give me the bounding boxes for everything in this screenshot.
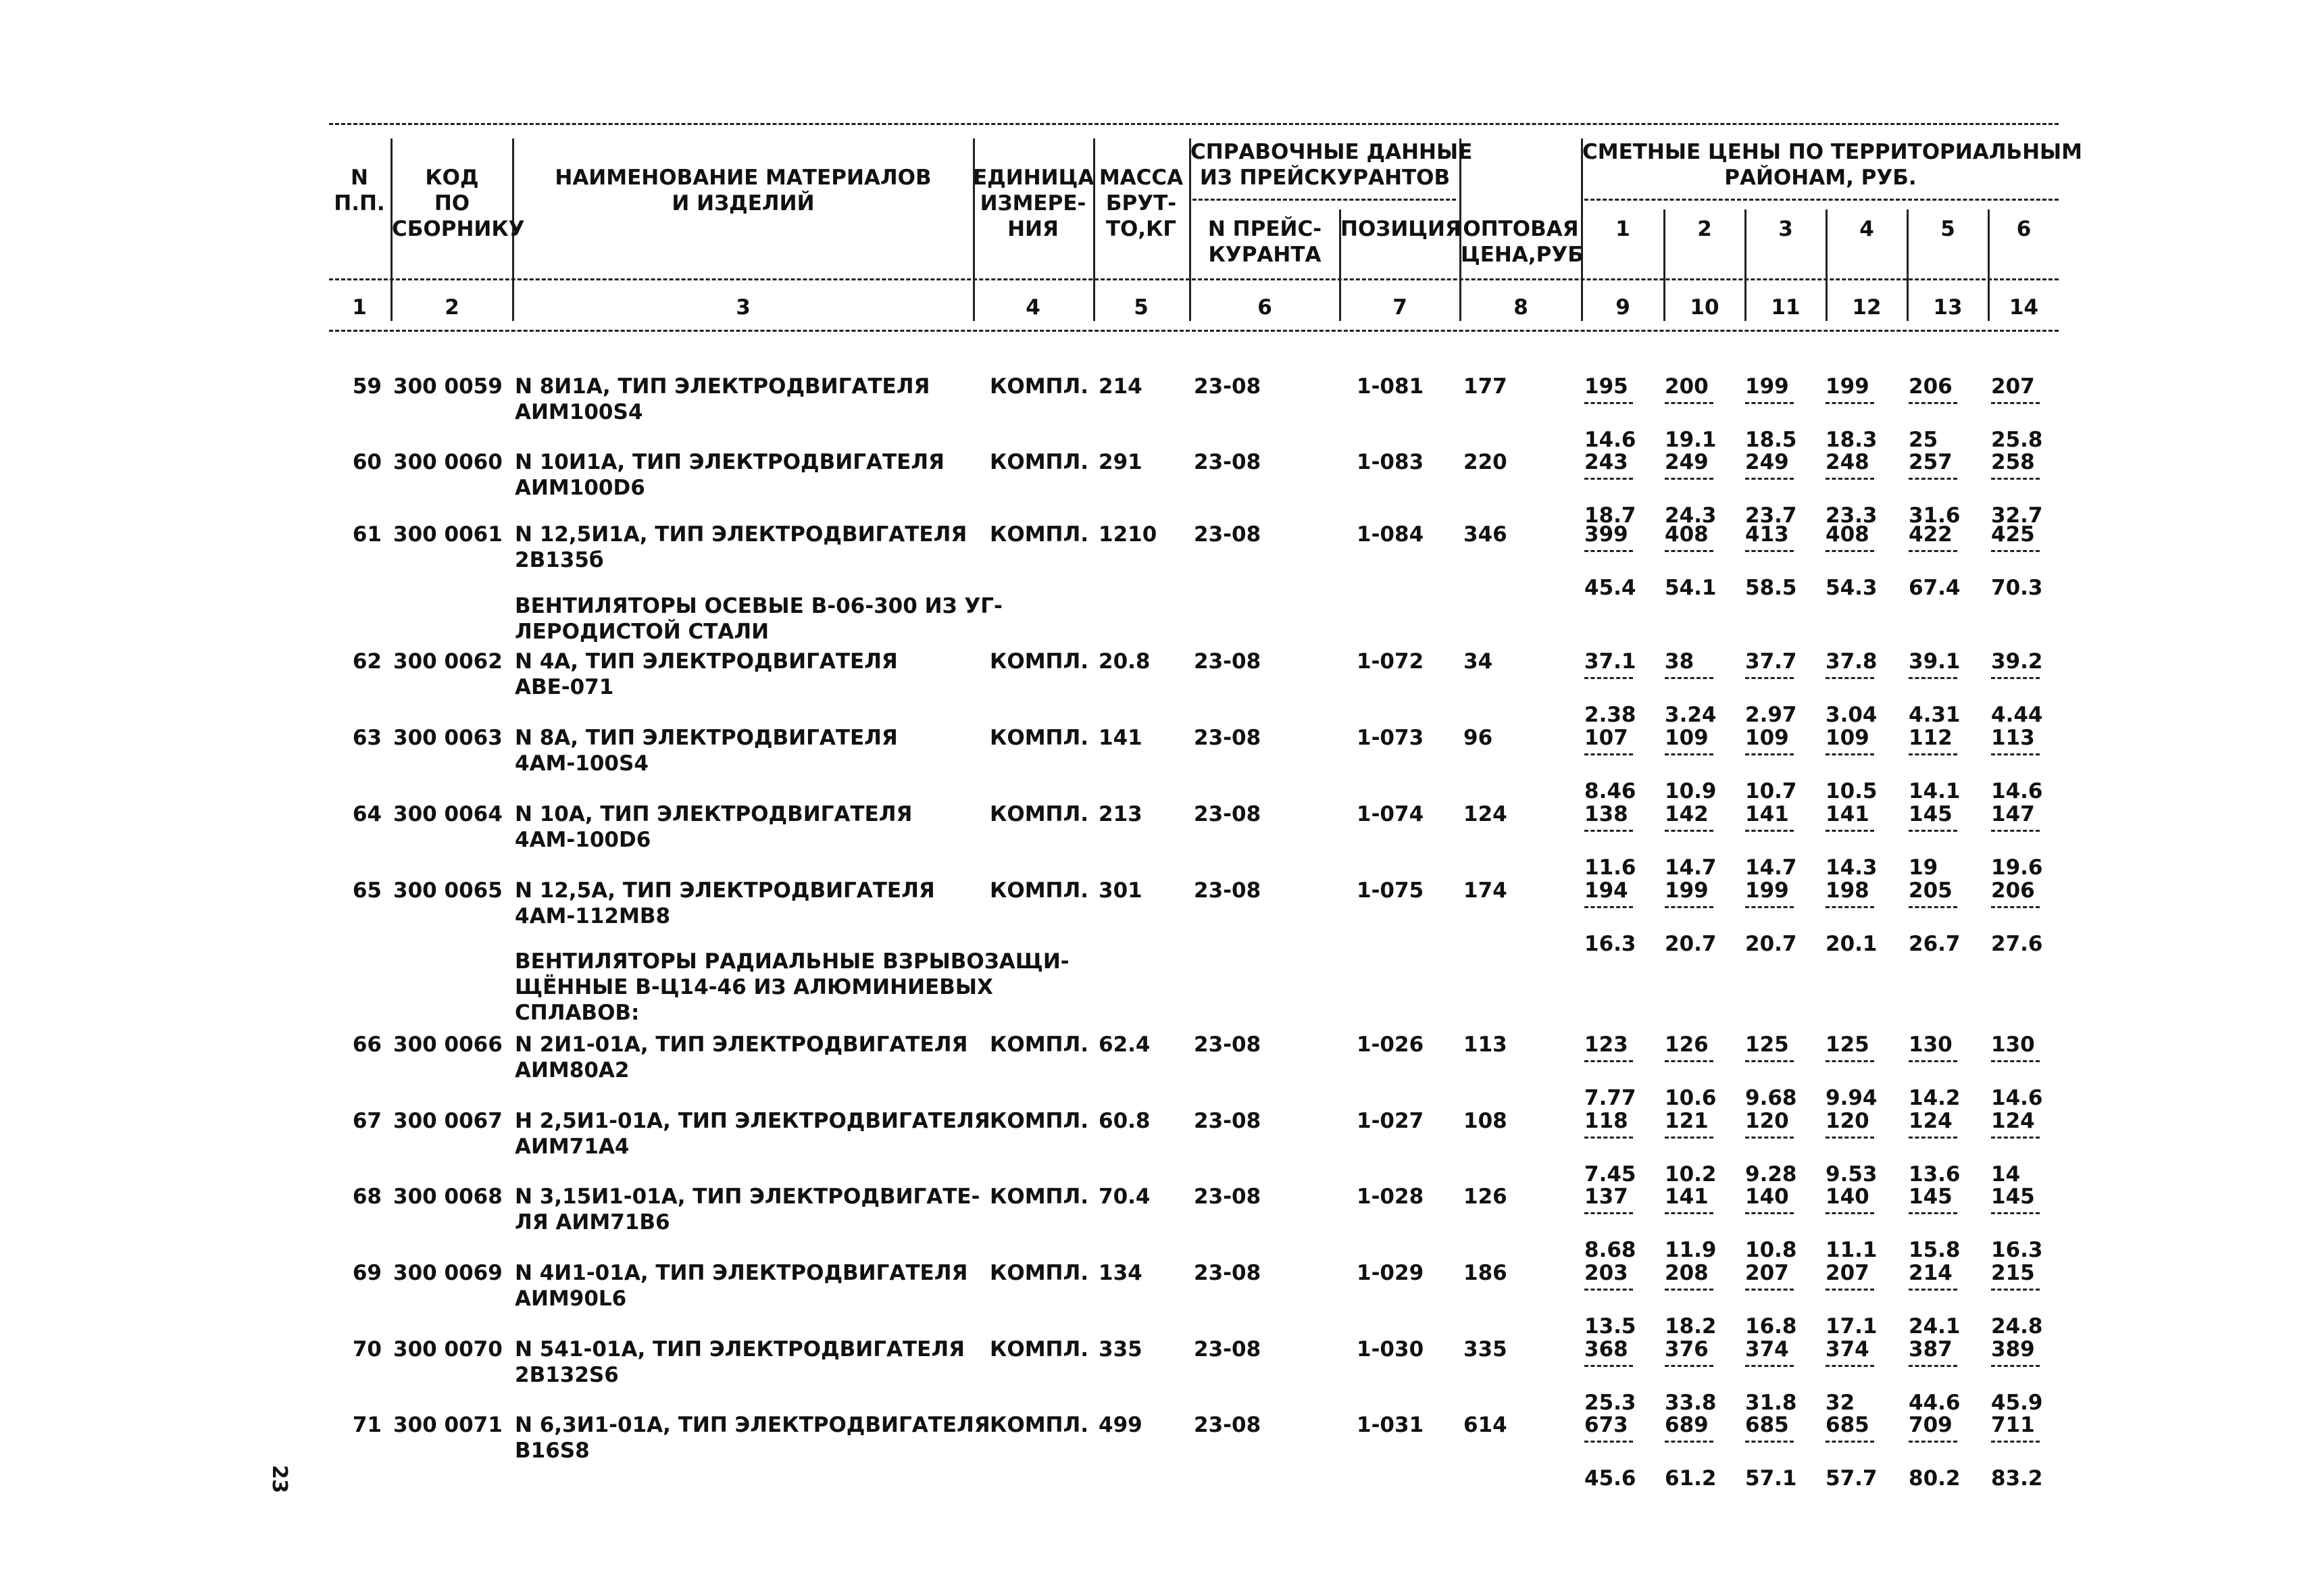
- col-number-6: 6: [1257, 295, 1272, 320]
- region-price-1: 368 25.3: [1584, 1337, 1636, 1415]
- row-code: 300 0061: [393, 522, 503, 547]
- row-unit: КОМПЛ.: [990, 1109, 1089, 1133]
- col-number-9: 9: [1615, 295, 1630, 320]
- row-name: N 8И1А, ТИП ЭЛЕКТРОДВИГАТЕЛЯ АИМ100S4: [515, 374, 930, 424]
- row-name: Н 2,5И1-01А, ТИП ЭЛЕКТРОДВИГАТЕЛЯ АИМ71А4: [515, 1109, 990, 1159]
- row-position: 1-072: [1357, 649, 1424, 674]
- row-number: 65: [352, 878, 382, 903]
- row-wholesale-price: 34: [1463, 649, 1493, 674]
- row-code: 300 0069: [393, 1261, 503, 1285]
- row-name: N 4А, ТИП ЭЛЕКТРОДВИГАТЕЛЯ АВЕ-071: [515, 649, 898, 699]
- region-price-2: 121 10.2: [1665, 1109, 1717, 1187]
- row-unit: КОМПЛ.: [990, 1261, 1089, 1285]
- region-price-2: 376 33.8: [1665, 1337, 1717, 1415]
- region-price-5: 422 67.4: [1909, 522, 1961, 600]
- row-code: 300 0070: [393, 1337, 503, 1362]
- region-price-3: 413 58.5: [1745, 522, 1797, 600]
- row-price-list: 23-08: [1194, 522, 1261, 547]
- region-price-3: 207 16.8: [1745, 1261, 1797, 1339]
- region-price-6: 147 19.6: [1991, 802, 2043, 880]
- row-wholesale-price: 220: [1463, 450, 1507, 474]
- row-unit: КОМПЛ.: [990, 802, 1089, 826]
- header-col5: МАССА БРУТ- ТО,КГ: [1099, 166, 1184, 241]
- region-price-4: 140 11.1: [1826, 1184, 1878, 1262]
- col-number-12: 12: [1852, 295, 1882, 320]
- region-price-4: 248 23.3: [1826, 450, 1878, 528]
- header-col7: ПОЗИЦИЯ: [1340, 217, 1461, 241]
- row-unit: КОМПЛ.: [990, 1337, 1089, 1362]
- row-position: 1-031: [1357, 1413, 1424, 1437]
- region-price-2: 208 18.2: [1665, 1261, 1717, 1339]
- row-number: 68: [352, 1184, 382, 1209]
- row-unit: КОМПЛ.: [990, 374, 1089, 399]
- row-price-list: 23-08: [1194, 878, 1261, 903]
- row-code: 300 0059: [393, 374, 503, 399]
- region-price-5: 130 14.2: [1909, 1032, 1961, 1110]
- region-price-4: 109 10.5: [1826, 726, 1878, 803]
- region-price-5: 112 14.1: [1909, 726, 1961, 803]
- col-number-8: 8: [1513, 295, 1528, 320]
- col-number-5: 5: [1134, 295, 1149, 320]
- row-mass: 291: [1099, 450, 1142, 474]
- col-number-14: 14: [2009, 295, 2039, 320]
- col-number-1: 1: [352, 295, 367, 320]
- region-price-1: 399 45.4: [1584, 522, 1636, 600]
- row-price-list: 23-08: [1194, 374, 1261, 399]
- row-mass: 141: [1099, 726, 1142, 750]
- row-mass: 20.8: [1099, 649, 1151, 674]
- row-price-list: 23-08: [1194, 726, 1261, 750]
- region-price-4: 125 9.94: [1826, 1032, 1878, 1110]
- header-region-5: 5: [1940, 217, 1955, 241]
- header-region-1: 1: [1615, 217, 1630, 241]
- section-heading-axial: ВЕНТИЛЯТОРЫ ОСЕВЫЕ В-06-300 ИЗ УГ- ЛЕРОДИСТОЙ СТАЛИ: [515, 594, 1003, 644]
- header-top-rule: [329, 123, 2059, 125]
- row-wholesale-price: 614: [1463, 1413, 1507, 1437]
- row-number: 61: [352, 522, 382, 547]
- section-heading-radial: ВЕНТИЛЯТОРЫ РАДИАЛЬНЫЕ ВЗРЫВОЗАЩИ- ЩЁННЫЕ В-Ц14-46 ИЗ АЛЮМИНИЕВЫХ СПЛАВОВ:: [515, 949, 1070, 1025]
- region-price-5: 145 15.8: [1909, 1184, 1961, 1262]
- row-number: 64: [352, 802, 382, 826]
- region-price-6: 206 27.6: [1991, 878, 2043, 956]
- row-position: 1-027: [1357, 1109, 1424, 1133]
- region-price-1: 194 16.3: [1584, 878, 1636, 956]
- row-wholesale-price: 346: [1463, 522, 1507, 547]
- row-mass: 213: [1099, 802, 1142, 826]
- col-number-3: 3: [736, 295, 751, 320]
- row-position: 1-029: [1357, 1261, 1424, 1285]
- row-unit: КОМПЛ.: [990, 450, 1089, 474]
- region-price-1: 137 8.68: [1584, 1184, 1636, 1262]
- region-price-5: 145 19: [1909, 801, 1963, 880]
- row-position: 1-030: [1357, 1337, 1424, 1362]
- region-price-2: 200 19.1: [1665, 374, 1717, 452]
- row-position: 1-073: [1357, 726, 1424, 750]
- row-position: 1-028: [1357, 1184, 1424, 1209]
- row-wholesale-price: 96: [1463, 726, 1493, 750]
- row-price-list: 23-08: [1194, 1413, 1261, 1437]
- row-number: 71: [352, 1413, 382, 1437]
- row-name: N 6,3И1-01А, ТИП ЭЛЕКТРОДВИГАТЕЛЯ В16S8: [515, 1413, 990, 1463]
- col-numbers-rule: [329, 278, 2059, 280]
- header-col3: НАИМЕНОВАНИЕ МАТЕРИАЛОВ И ИЗДЕЛИЙ: [555, 166, 932, 216]
- col-number-7: 7: [1392, 295, 1407, 320]
- region-price-4: 198 20.1: [1826, 878, 1878, 956]
- region-price-4: 141 14.3: [1826, 802, 1878, 880]
- prices-subheader-rule: [1584, 199, 2059, 201]
- region-price-6: 711 83.2: [1991, 1413, 2043, 1491]
- row-price-list: 23-08: [1194, 649, 1261, 674]
- ref-subheader-rule: [1192, 199, 1456, 201]
- row-mass: 134: [1099, 1261, 1142, 1285]
- region-price-2: 408 54.1: [1665, 522, 1717, 600]
- region-price-3: 374 31.8: [1745, 1337, 1797, 1415]
- row-unit: КОМПЛ.: [990, 649, 1089, 674]
- row-mass: 1210: [1099, 522, 1157, 547]
- row-number: 67: [352, 1109, 382, 1133]
- row-wholesale-price: 186: [1463, 1261, 1507, 1285]
- row-number: 63: [352, 726, 382, 750]
- region-price-3: 199 18.5: [1745, 374, 1797, 452]
- row-unit: КОМПЛ.: [990, 878, 1089, 903]
- row-name: N 4И1-01А, ТИП ЭЛЕКТРОДВИГАТЕЛЯ АИМ90L6: [515, 1261, 968, 1311]
- region-price-5: 709 80.2: [1909, 1413, 1961, 1491]
- region-price-1: 673 45.6: [1584, 1413, 1636, 1491]
- region-price-1: 203 13.5: [1584, 1261, 1636, 1339]
- row-wholesale-price: 174: [1463, 878, 1507, 903]
- region-price-4: 199 18.3: [1826, 374, 1878, 452]
- region-price-5: 205 26.7: [1909, 878, 1961, 956]
- row-unit: КОМПЛ.: [990, 726, 1089, 750]
- row-position: 1-075: [1357, 878, 1424, 903]
- region-price-2: 142 14.7: [1665, 802, 1717, 880]
- region-price-6: 113 14.6: [1991, 726, 2043, 803]
- row-name: N 2И1-01А, ТИП ЭЛЕКТРОДВИГАТЕЛЯ АИМ80А2: [515, 1032, 968, 1082]
- region-price-6: 124 14: [1991, 1108, 2045, 1187]
- region-price-6: 389 45.9: [1991, 1337, 2043, 1415]
- header-col2: КОД ПО СБОРНИКУ: [392, 166, 525, 241]
- row-mass: 60.8: [1099, 1109, 1151, 1133]
- row-wholesale-price: 108: [1463, 1109, 1507, 1133]
- header-group-ref: СПРАВОЧНЫЕ ДАННЫЕ ИЗ ПРЕЙСКУРАНТОВ: [1190, 140, 1473, 190]
- col-number-10: 10: [1690, 295, 1719, 320]
- row-mass: 62.4: [1099, 1032, 1151, 1057]
- region-price-4: 685 57.7: [1826, 1413, 1878, 1491]
- row-code: 300 0071: [393, 1413, 503, 1437]
- region-price-2: 199 20.7: [1665, 878, 1717, 956]
- row-number: 66: [352, 1032, 382, 1057]
- region-price-1: 37.1 2.38: [1584, 649, 1636, 727]
- row-price-list: 23-08: [1194, 1032, 1261, 1057]
- row-code: 300 0064: [393, 802, 503, 826]
- region-price-3: 141 14.7: [1745, 802, 1797, 880]
- row-price-list: 23-08: [1194, 1337, 1261, 1362]
- row-mass: 499: [1099, 1413, 1142, 1437]
- region-price-2: 109 10.9: [1665, 726, 1717, 803]
- row-wholesale-price: 177: [1463, 374, 1507, 399]
- region-price-4: 207 17.1: [1826, 1261, 1878, 1339]
- col-number-13: 13: [1933, 295, 1963, 320]
- header-region-6: 6: [2016, 217, 2032, 241]
- col-number-4: 4: [1026, 295, 1040, 320]
- region-price-6: 215 24.8: [1991, 1261, 2043, 1339]
- region-price-5: 214 24.1: [1909, 1261, 1961, 1339]
- region-price-2: 249 24.3: [1665, 450, 1717, 528]
- row-number: 69: [352, 1261, 382, 1285]
- row-name: N 541-01А, ТИП ЭЛЕКТРОДВИГАТЕЛЯ 2В132S6: [515, 1337, 965, 1387]
- region-price-3: 109 10.7: [1745, 726, 1797, 803]
- region-price-2: 689 61.2: [1665, 1413, 1717, 1491]
- region-price-6: 258 32.7: [1991, 450, 2043, 528]
- region-price-5: 206 25: [1909, 374, 1963, 453]
- region-price-2: 141 11.9: [1665, 1184, 1717, 1262]
- row-price-list: 23-08: [1194, 802, 1261, 826]
- region-price-4: 120 9.53: [1826, 1109, 1878, 1187]
- region-price-3: 120 9.28: [1745, 1109, 1797, 1187]
- row-unit: КОМПЛ.: [990, 522, 1089, 547]
- row-number: 62: [352, 649, 382, 674]
- region-price-1: 243 18.7: [1584, 450, 1636, 528]
- row-code: 300 0065: [393, 878, 503, 903]
- row-code: 300 0063: [393, 726, 503, 750]
- region-price-3: 140 10.8: [1745, 1184, 1797, 1262]
- row-price-list: 23-08: [1194, 1109, 1261, 1133]
- region-price-4: 37.8 3.04: [1826, 649, 1878, 727]
- row-mass: 301: [1099, 878, 1142, 903]
- region-price-1: 118 7.45: [1584, 1109, 1636, 1187]
- row-name: N 10И1А, ТИП ЭЛЕКТРОДВИГАТЕЛЯ АИМ100D6: [515, 450, 945, 500]
- header-region-4: 4: [1859, 217, 1874, 241]
- region-price-3: 249 23.7: [1745, 450, 1797, 528]
- row-unit: КОМПЛ.: [990, 1184, 1089, 1209]
- region-price-5: 257 31.6: [1909, 450, 1961, 528]
- row-mass: 70.4: [1099, 1184, 1151, 1209]
- region-price-1: 123 7.77: [1584, 1032, 1636, 1110]
- region-price-6: 130 14.6: [1991, 1032, 2043, 1110]
- header-col4: ЕДИНИЦА ИЗМЕРЕ- НИЯ: [973, 166, 1095, 241]
- header-col8: ОПТОВАЯ ЦЕНА,РУБ: [1461, 217, 1584, 267]
- row-position: 1-074: [1357, 802, 1424, 826]
- region-price-3: 685 57.1: [1745, 1413, 1797, 1491]
- region-price-5: 387 44.6: [1909, 1337, 1961, 1415]
- row-number: 59: [352, 374, 382, 399]
- region-price-6: 425 70.3: [1991, 522, 2043, 600]
- region-price-6: 145 16.3: [1991, 1184, 2043, 1262]
- row-name: N 8А, ТИП ЭЛЕКТРОДВИГАТЕЛЯ 4АМ-100S4: [515, 726, 898, 776]
- row-price-list: 23-08: [1194, 450, 1261, 474]
- row-wholesale-price: 126: [1463, 1184, 1507, 1209]
- row-name: N 10А, ТИП ЭЛЕКТРОДВИГАТЕЛЯ 4АМ-100D6: [515, 802, 913, 852]
- row-number: 60: [352, 450, 382, 474]
- col-number-2: 2: [445, 295, 459, 320]
- header-col1: N П.П.: [334, 166, 385, 216]
- row-code: 300 0068: [393, 1184, 503, 1209]
- header-group-prices: СМЕТНЫЕ ЦЕНЫ ПО ТЕРРИТОРИАЛЬНЫМ РАЙОНАМ, РУБ.: [1582, 140, 2082, 190]
- region-price-3: 125 9.68: [1745, 1032, 1797, 1110]
- region-price-3: 37.7 2.97: [1745, 649, 1797, 727]
- row-name: N 3,15И1-01А, ТИП ЭЛЕКТРОДВИГАТЕ- ЛЯ АИМ71В6: [515, 1184, 980, 1235]
- region-price-2: 38 3.24: [1665, 649, 1717, 727]
- region-price-1: 138 11.6: [1584, 802, 1636, 880]
- region-price-1: 195 14.6: [1584, 374, 1636, 452]
- region-price-2: 126 10.6: [1665, 1032, 1717, 1110]
- row-wholesale-price: 124: [1463, 802, 1507, 826]
- col-number-11: 11: [1771, 295, 1801, 320]
- region-price-6: 207 25.8: [1991, 374, 2043, 452]
- row-code: 300 0062: [393, 649, 503, 674]
- row-position: 1-083: [1357, 450, 1424, 474]
- region-price-4: 408 54.3: [1826, 522, 1878, 600]
- region-price-3: 199 20.7: [1745, 878, 1797, 956]
- row-unit: КОМПЛ.: [990, 1413, 1089, 1437]
- row-price-list: 23-08: [1194, 1261, 1261, 1285]
- page-number: 23: [267, 1465, 291, 1493]
- header-region-2: 2: [1697, 217, 1712, 241]
- row-code: 300 0060: [393, 450, 503, 474]
- region-price-5: 39.1 4.31: [1909, 649, 1961, 727]
- row-code: 300 0066: [393, 1032, 503, 1057]
- row-mass: 214: [1099, 374, 1142, 399]
- row-unit: КОМПЛ.: [990, 1032, 1089, 1057]
- row-code: 300 0067: [393, 1109, 503, 1133]
- row-name: N 12,5И1А, ТИП ЭЛЕКТРОДВИГАТЕЛЯ 2В135б: [515, 522, 967, 572]
- region-price-6: 39.2 4.44: [1991, 649, 2043, 727]
- header-col6: N ПРЕЙС- КУРАНТА: [1207, 217, 1322, 267]
- header-bottom-rule: [329, 330, 2059, 332]
- row-position: 1-081: [1357, 374, 1424, 399]
- row-position: 1-084: [1357, 522, 1424, 547]
- row-wholesale-price: 335: [1463, 1337, 1507, 1362]
- region-price-4: 374 32: [1826, 1337, 1880, 1416]
- header-region-3: 3: [1778, 217, 1793, 241]
- row-wholesale-price: 113: [1463, 1032, 1507, 1057]
- row-name: N 12,5А, ТИП ЭЛЕКТРОДВИГАТЕЛЯ 4АМ-112МВ8: [515, 878, 935, 928]
- row-number: 70: [352, 1337, 382, 1362]
- row-position: 1-026: [1357, 1032, 1424, 1057]
- region-price-5: 124 13.6: [1909, 1109, 1961, 1187]
- row-mass: 335: [1099, 1337, 1142, 1362]
- region-price-1: 107 8.46: [1584, 726, 1636, 803]
- row-price-list: 23-08: [1194, 1184, 1261, 1209]
